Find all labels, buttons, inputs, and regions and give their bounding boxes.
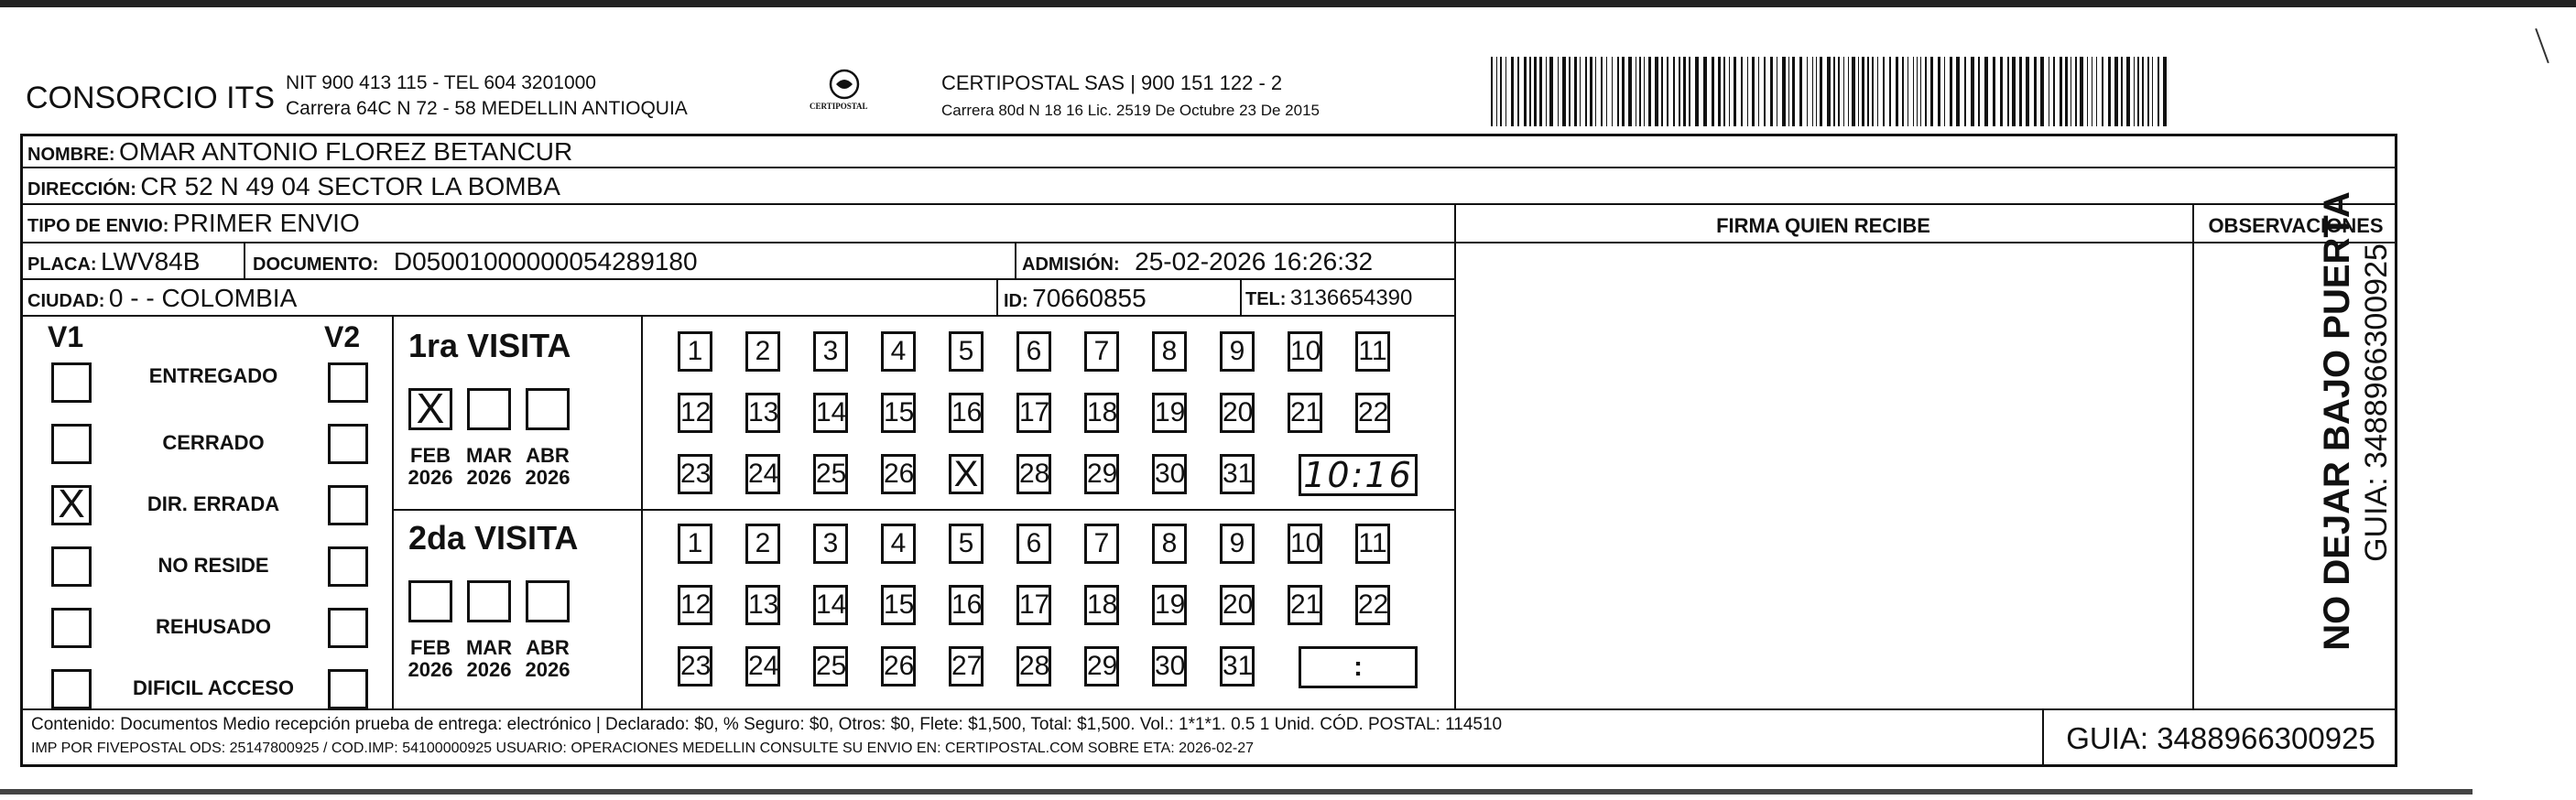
day-box[interactable]: 18 <box>1084 393 1119 433</box>
footer-content-line: Contenido: Documentos Medio recepción prueba de entrega: electrónico | Declarado: $0, % Seguro: $0, Otros: $0, Flete: $1,500, Total: $1,500. Vol.: 1*1*1. 0.5 1 Unid. CÓD. POSTAL: 114510 <box>31 715 1503 734</box>
day-box[interactable]: 13 <box>745 393 780 433</box>
day-box[interactable]: 5 <box>949 331 984 372</box>
barcode-bar <box>1606 57 1607 126</box>
logo-text: CERTIPOSTAL <box>810 102 868 111</box>
tipo-value: PRIMER ENVIO <box>172 209 360 237</box>
visit2-time-value: : <box>1353 652 1363 682</box>
barcode-bar <box>1812 57 1813 126</box>
certipostal-logo <box>806 66 883 119</box>
day-box[interactable]: 23 <box>678 646 712 686</box>
barcode-bar <box>2114 57 2118 126</box>
barcode-bar <box>1758 57 1759 126</box>
barcode-bar <box>1491 57 1493 126</box>
barcode-bar <box>1585 57 1587 126</box>
day-box[interactable]: 5 <box>949 524 984 564</box>
barcode-bar <box>2040 57 2044 126</box>
month-checkbox[interactable] <box>526 388 570 430</box>
footer-guia: GUIA: 3488966300925 <box>2066 721 2375 755</box>
day-box[interactable]: 13 <box>745 585 780 625</box>
documento-value: D05001000000054289180 <box>393 247 698 276</box>
placa-value: LWV84B <box>101 247 201 276</box>
barcode-bar <box>1546 57 1547 126</box>
day-box[interactable]: 27 <box>949 646 984 686</box>
barcode-bar <box>1639 57 1641 126</box>
barcode-bar <box>1673 57 1675 126</box>
day-box[interactable]: 10 <box>1288 524 1322 564</box>
carrier-line-1: CERTIPOSTAL SAS | 900 151 122 - 2 <box>941 71 1283 94</box>
day-box[interactable]: 31 <box>1220 454 1255 494</box>
column-divider <box>1454 203 1456 708</box>
day-box[interactable]: 28 <box>1016 454 1051 494</box>
barcode-bar <box>1648 57 1651 126</box>
cell-divider <box>1015 242 1016 278</box>
day-box[interactable]: 12 <box>678 585 712 625</box>
day-box[interactable]: 15 <box>881 585 916 625</box>
address-label: DIRECCIÓN: <box>27 179 136 200</box>
barcode-bar <box>1574 57 1577 126</box>
barcode-bar <box>1496 57 1497 126</box>
status-reason-label: ENTREGADO <box>148 364 278 387</box>
cell-divider <box>996 278 998 315</box>
day-box[interactable]: 2 <box>745 331 780 372</box>
barcode-bar <box>2053 57 2055 126</box>
documento-label: DOCUMENTO: <box>253 254 379 275</box>
barcode-bar <box>1558 57 1559 126</box>
barcode-bar <box>2060 57 2062 126</box>
barcode-bar <box>2065 57 2068 126</box>
v1-checkbox[interactable] <box>51 362 92 403</box>
tipo-row <box>27 211 360 236</box>
barcode-bar <box>1978 57 1980 126</box>
barcode-bar <box>1984 57 1988 126</box>
barcode-bar <box>1590 57 1592 126</box>
v2-checkbox[interactable] <box>328 424 368 464</box>
v1-checkbox[interactable]: X <box>51 485 92 525</box>
barcode-bar <box>2026 57 2029 126</box>
barcode-bar <box>1580 57 1581 126</box>
barcode-bar <box>2134 57 2135 126</box>
barcode-bar <box>1877 57 1878 126</box>
barcode-bar <box>1807 57 1808 126</box>
barcode-bar <box>1628 57 1632 126</box>
month-label: FEB 2026 <box>408 444 453 490</box>
barcode-bar <box>1529 57 1531 126</box>
barcode-bar <box>2012 57 2016 126</box>
ciudad-label: CIUDAD: <box>27 291 105 311</box>
barcode-bar <box>1617 57 1619 126</box>
barcode-bar <box>1517 57 1519 126</box>
barcode-bar <box>2087 57 2088 126</box>
tel-value: 3136654390 <box>1289 286 1413 310</box>
barcode-bar <box>1601 57 1603 126</box>
barcode-bar <box>1896 57 1898 126</box>
barcode-bar <box>1913 57 1914 126</box>
corner-mark <box>2535 28 2549 63</box>
day-box[interactable]: 9 <box>1220 331 1255 372</box>
day-box[interactable]: 21 <box>1288 393 1322 433</box>
barcode-bar <box>1679 57 1680 126</box>
barcode-bar <box>1741 57 1743 126</box>
barcode-bar <box>1917 57 1918 126</box>
barcode-bar <box>1938 57 1940 126</box>
side-guia: GUIA: 3488966300925 <box>2359 243 2394 562</box>
barcode-bar <box>1867 57 1869 126</box>
top-scan-edge <box>0 0 2576 7</box>
day-box[interactable]: 14 <box>813 393 848 433</box>
day-box[interactable]: 28 <box>1016 646 1051 686</box>
barcode-bar <box>2126 57 2130 126</box>
barcode-bar <box>1747 57 1748 126</box>
day-box[interactable]: 22 <box>1355 585 1390 625</box>
barcode-bar <box>1816 57 1817 126</box>
name-label: NOMBRE: <box>27 145 115 165</box>
row-divider <box>20 203 2397 205</box>
day-box[interactable]: 19 <box>1152 393 1187 433</box>
visit1-title: 1ra VISITA <box>408 327 571 364</box>
v2-label: V2 <box>324 320 361 353</box>
barcode-bar <box>1971 57 1974 126</box>
day-box[interactable]: 25 <box>813 646 848 686</box>
barcode-bar <box>1872 57 1874 126</box>
barcode-bar <box>1703 57 1707 126</box>
barcode-bar <box>2147 57 2149 126</box>
barcode-bar <box>1524 57 1527 126</box>
barcode-bar <box>1889 57 1891 126</box>
ciudad-row <box>27 286 297 311</box>
id-value: 70660855 <box>1032 284 1147 312</box>
day-box[interactable]: 2 <box>745 524 780 564</box>
day-box[interactable]: 22 <box>1355 393 1390 433</box>
footer-print-line: IMP POR FIVEPOSTAL ODS: 25147800925 / COD.IMP: 54100000925 USUARIO: OPERACIONES MEDELLIN CONSULTE SU ENVIO EN: CERTIPOSTAL.COM SOBRE ETA: 2026-02-27 <box>31 741 1254 756</box>
barcode-bar <box>1883 57 1885 126</box>
barcode-bar <box>1655 57 1658 126</box>
month-checkbox[interactable] <box>408 580 452 622</box>
barcode-bar <box>1852 57 1855 126</box>
column-divider <box>2192 203 2194 708</box>
day-box[interactable]: 29 <box>1084 646 1119 686</box>
barcode-bar <box>2075 57 2077 126</box>
v1-checkbox[interactable] <box>51 608 92 648</box>
day-box[interactable]: 11 <box>1355 331 1390 372</box>
address-row <box>27 174 560 200</box>
day-box[interactable]: 24 <box>745 646 780 686</box>
day-box[interactable]: 12 <box>678 393 712 433</box>
month-checkbox[interactable] <box>526 580 570 622</box>
barcode-graphic <box>1491 57 2168 126</box>
day-box[interactable]: 26 <box>881 646 916 686</box>
barcode-bar <box>1956 57 1960 126</box>
barcode-bar <box>1833 57 1835 126</box>
day-box[interactable]: 8 <box>1152 331 1187 372</box>
observaciones-header: OBSERVACIONES <box>2208 214 2384 237</box>
barcode-bar <box>1729 57 1730 126</box>
day-box[interactable]: 31 <box>1220 646 1255 686</box>
barcode-bar <box>1500 57 1502 126</box>
v2-checkbox[interactable] <box>328 669 368 709</box>
day-box[interactable]: 8 <box>1152 524 1187 564</box>
barcode-bar <box>1788 57 1789 126</box>
barcode-bar <box>1695 57 1699 126</box>
day-box[interactable]: 1 <box>678 331 712 372</box>
barcode-bar <box>1764 57 1766 126</box>
tel-label: TEL: <box>1245 289 1287 309</box>
section-divider <box>392 315 394 708</box>
barcode-bar <box>1549 57 1553 126</box>
day-box[interactable]: 21 <box>1288 585 1322 625</box>
day-box[interactable]: 20 <box>1220 393 1255 433</box>
row-divider <box>1454 242 2397 243</box>
row-divider <box>20 242 1454 243</box>
barcode-bar <box>1539 57 1542 126</box>
v2-checkbox[interactable] <box>328 546 368 587</box>
day-box[interactable]: 25 <box>813 454 848 494</box>
status-reason-label: REHUSADO <box>156 615 271 638</box>
day-box[interactable]: 7 <box>1084 524 1119 564</box>
day-box[interactable]: 29 <box>1084 454 1119 494</box>
row-divider <box>20 315 1454 317</box>
barcode-bar <box>1858 57 1859 126</box>
barcode-bar <box>2158 57 2159 126</box>
barcode-bar <box>1944 57 1945 126</box>
day-box[interactable]: 15 <box>881 393 916 433</box>
barcode-bar <box>2121 57 2123 126</box>
barcode <box>1491 57 2168 126</box>
month-label: FEB 2026 <box>408 636 453 682</box>
barcode-bar <box>2152 57 2153 126</box>
address-value: CR 52 N 49 04 SECTOR LA BOMBA <box>140 172 560 200</box>
company-line-1: NIT 900 413 115 - TEL 604 3201000 <box>286 72 596 93</box>
day-box[interactable]: 23 <box>678 454 712 494</box>
barcode-bar <box>1595 57 1596 126</box>
day-box[interactable]: 4 <box>881 524 916 564</box>
barcode-bar <box>1612 57 1613 126</box>
placa-label: PLACA: <box>27 254 97 275</box>
barcode-bar <box>1683 57 1686 126</box>
status-reason-label: CERRADO <box>162 431 265 454</box>
day-box[interactable]: 3 <box>813 331 848 372</box>
row-divider <box>20 167 2397 168</box>
barcode-bar <box>1827 57 1831 126</box>
barcode-bar <box>1925 57 1927 126</box>
barcode-bar <box>2080 57 2083 126</box>
admision-value: 25-02-2026 16:26:32 <box>1135 247 1374 276</box>
day-box[interactable]: 16 <box>949 585 984 625</box>
barcode-bar <box>1505 57 1506 126</box>
barcode-bar <box>1712 57 1714 126</box>
signature-area[interactable] <box>1458 245 2190 707</box>
day-box[interactable]: 6 <box>1016 331 1051 372</box>
v2-checkbox[interactable] <box>328 485 368 525</box>
day-box[interactable]: 24 <box>745 454 780 494</box>
firma-header: FIRMA QUIEN RECIBE <box>1716 214 1930 237</box>
day-box[interactable]: 19 <box>1152 585 1187 625</box>
v1-checkbox[interactable] <box>51 424 92 464</box>
barcode-bar <box>2163 57 2167 126</box>
barcode-bar <box>2142 57 2144 126</box>
barcode-bar <box>1723 57 1725 126</box>
day-box[interactable]: 10 <box>1288 331 1322 372</box>
v2-checkbox[interactable] <box>328 362 368 403</box>
month-label: MAR 2026 <box>465 444 513 490</box>
admision-label: ADMISIÓN: <box>1022 254 1120 275</box>
barcode-bar <box>1562 57 1566 126</box>
barcode-bar <box>1667 57 1668 126</box>
day-box[interactable]: 30 <box>1152 646 1187 686</box>
day-box[interactable]: 3 <box>813 524 848 564</box>
visit-divider <box>641 315 643 708</box>
barcode-bar <box>1511 57 1514 126</box>
barcode-bar <box>1820 57 1822 126</box>
visit1-time-value: 10:16 <box>1303 455 1413 495</box>
barcode-bar <box>1843 57 1844 126</box>
footer-divider <box>20 708 2397 710</box>
barcode-bar <box>1862 57 1864 126</box>
id-row <box>1004 286 1147 311</box>
day-box[interactable]: 18 <box>1084 585 1119 625</box>
barcode-bar <box>2034 57 2037 126</box>
status-reason-label: DIR. ERRADA <box>147 492 280 515</box>
visit2-time-box[interactable] <box>1299 646 1418 688</box>
month-label: MAR 2026 <box>465 636 513 682</box>
barcode-bar <box>2096 57 2097 126</box>
barcode-bar <box>1799 57 1802 126</box>
barcode-bar <box>1622 57 1625 126</box>
barcode-bar <box>1993 57 1995 126</box>
status-reason-label: DIFICIL ACCESO <box>132 676 294 699</box>
day-box[interactable]: 16 <box>949 393 984 433</box>
barcode-bar <box>1920 57 1921 126</box>
cell-divider <box>244 242 245 278</box>
barcode-bar <box>1534 57 1537 126</box>
barcode-bar <box>1848 57 1849 126</box>
barcode-bar <box>1569 57 1571 126</box>
id-label: ID: <box>1004 291 1028 311</box>
no-dejar-warning: NO DEJAR BAJO PUERTA <box>2317 191 2357 651</box>
barcode-bar <box>1644 57 1645 126</box>
v1-checkbox[interactable] <box>51 546 92 587</box>
day-box[interactable]: 4 <box>881 331 916 372</box>
documento-row <box>253 249 698 275</box>
tel-row <box>1245 287 1412 309</box>
month-checkbox[interactable] <box>467 580 511 622</box>
day-box[interactable]: 14 <box>813 585 848 625</box>
v1-checkbox[interactable] <box>51 669 92 709</box>
barcode-bar <box>1838 57 1840 126</box>
barcode-bar <box>1770 57 1773 126</box>
day-box[interactable]: 30 <box>1152 454 1187 494</box>
barcode-bar <box>2108 57 2111 126</box>
day-box[interactable]: 7 <box>1084 331 1119 372</box>
day-box[interactable]: 17 <box>1016 393 1051 433</box>
month-label: ABR 2026 <box>525 444 571 490</box>
tipo-label: TIPO DE ENVIO: <box>27 216 169 236</box>
visit1-time-box[interactable] <box>1299 454 1418 496</box>
month-checkbox[interactable] <box>467 388 511 430</box>
placa-row <box>27 249 200 275</box>
day-box[interactable]: 20 <box>1220 585 1255 625</box>
v1-label: V1 <box>48 320 84 353</box>
admision-row <box>1022 249 1373 275</box>
barcode-bar <box>1902 57 1904 126</box>
visit2-title: 2da VISITA <box>408 519 579 557</box>
barcode-bar <box>2102 57 2103 126</box>
day-box[interactable]: 9 <box>1220 524 1255 564</box>
company-line-2: Carrera 64C N 72 - 58 MEDELLIN ANTIOQUIA <box>286 98 688 119</box>
month-label: ABR 2026 <box>525 636 571 682</box>
ciudad-value: 0 - - COLOMBIA <box>108 284 298 312</box>
logo-emblem-icon <box>806 66 883 119</box>
section-divider <box>392 509 1454 511</box>
barcode-bar <box>1950 57 1952 126</box>
barcode-bar <box>2137 57 2139 126</box>
day-box[interactable]: X <box>949 454 984 494</box>
barcode-bar <box>2019 57 2022 126</box>
status-reason-label: NO RESIDE <box>158 554 269 577</box>
day-box[interactable]: 26 <box>881 454 916 494</box>
v2-checkbox[interactable] <box>328 608 368 648</box>
barcode-bar <box>1689 57 1690 126</box>
name-value: OMAR ANTONIO FLOREZ BETANCUR <box>119 137 573 166</box>
barcode-bar <box>1661 57 1663 126</box>
day-box[interactable]: 1 <box>678 524 712 564</box>
barcode-bar <box>1792 57 1795 126</box>
barcode-bar <box>2007 57 2009 126</box>
day-box[interactable]: 6 <box>1016 524 1051 564</box>
bottom-scan-edge <box>0 789 2473 795</box>
barcode-bar <box>1782 57 1786 126</box>
barcode-bar <box>1752 57 1755 126</box>
company-name: CONSORCIO ITS <box>26 81 276 115</box>
barcode-bar <box>1718 57 1721 126</box>
barcode-bar <box>1930 57 1933 126</box>
day-box[interactable]: 11 <box>1355 524 1390 564</box>
barcode-bar <box>2000 57 2003 126</box>
barcode-bar <box>1964 57 1966 126</box>
day-box[interactable]: 17 <box>1016 585 1051 625</box>
carrier-line-2: Carrera 80d N 18 16 Lic. 2519 De Octubre 23 De 2015 <box>941 102 1320 119</box>
name-row <box>27 139 572 165</box>
cell-divider <box>1240 278 1242 315</box>
month-checkbox[interactable]: X <box>408 388 452 430</box>
barcode-bar <box>1734 57 1736 126</box>
